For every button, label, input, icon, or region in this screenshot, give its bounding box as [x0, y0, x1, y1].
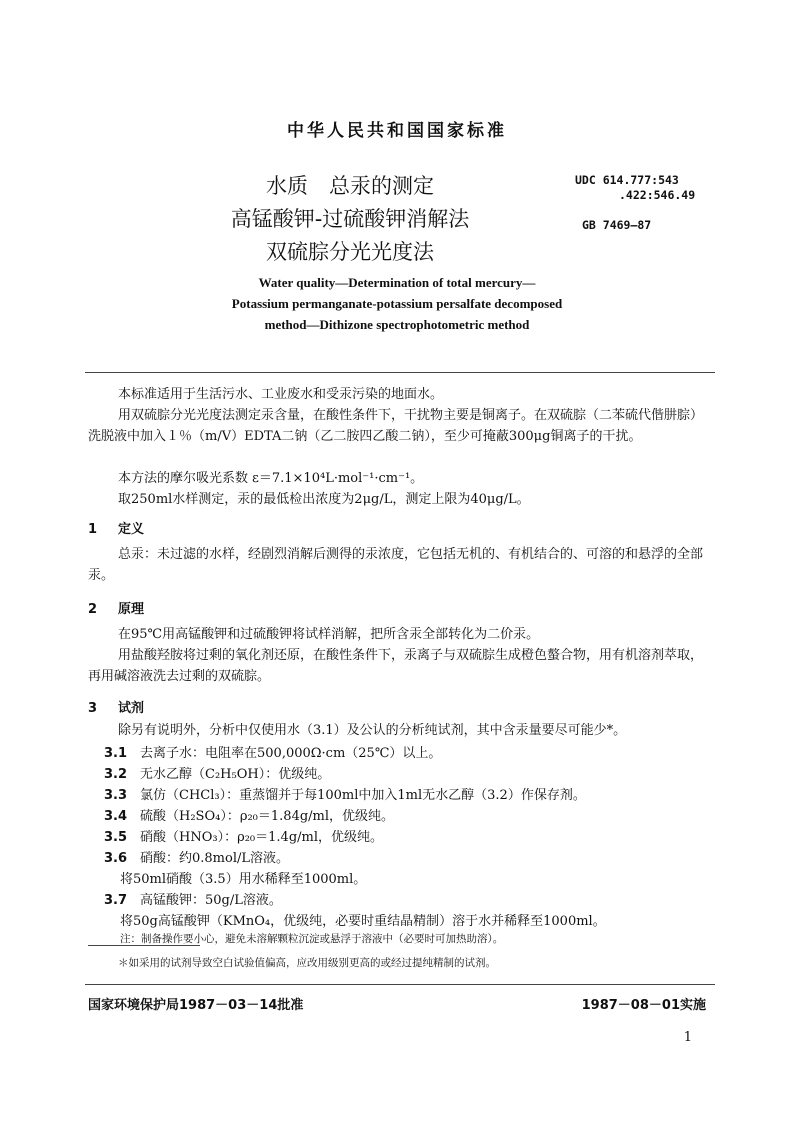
udc-code [575, 173, 695, 203]
reagent-number: 3.2 [104, 767, 128, 782]
section-number: 1 [88, 522, 98, 537]
intro-paragraph-4: 取250ml水样测定，汞的最低检出浓度为2μg/L，测定上限为40μg/L。 [118, 492, 530, 507]
footer-divider [85, 984, 715, 985]
note: 注：制备操作要小心，避免未溶解颗粒沉淀或悬浮于溶液中（必要时可加热助溶）。 [120, 933, 504, 945]
reagent-text: 高锰酸钾：50g/L溶液。 [140, 893, 282, 908]
reagent-preparation: 将50g高锰酸钾（KMnO₄，优级纯，必要时重结晶精制）溶于水并稀释至1000ml。 [120, 914, 606, 929]
header-divider [85, 372, 715, 373]
reagent-number: 3.4 [104, 809, 128, 824]
footnote: ＊如采用的试剂导致空白试验值偏高，应改用级别更高的或经过提纯精制的试剂。 [118, 957, 496, 969]
section-3-intro: 除另有说明外，分析中仅使用水（3.1）及公认的分析纯试剂，其中含汞量要尽可能少*。 [118, 723, 627, 738]
title-line-2: 高锰酸钾-过硫酸钾消解法 [230, 207, 470, 231]
title-line-3: 双硫腙分光光度法 [266, 240, 434, 264]
page-number: 1 [683, 1030, 692, 1045]
reagent-item [104, 889, 282, 908]
reagent-item [104, 826, 383, 845]
intro-paragraph-1: 本标准适用于生活污水、工业废水和受汞污染的地面水。 [118, 387, 444, 402]
reagent-number: 3.1 [104, 746, 128, 761]
title-line-1: 水质 总汞的测定 [266, 174, 434, 198]
reagent-preparation: 将50ml硝酸（3.5）用水稀释至1000ml。 [120, 872, 367, 887]
reagent-number: 3.7 [104, 893, 128, 908]
section-number: 3 [88, 701, 98, 716]
reagent-item [104, 847, 289, 866]
document-title [150, 170, 550, 269]
reagent-text: 硝酸：约0.8mol/L溶液。 [140, 851, 289, 866]
reagent-item [104, 784, 586, 803]
section-1-text: 总汞：未过滤的水样，经剧烈消解后测得的汞浓度，它包括无机的、有机结合的、可溶的和悬浮的全部汞。 [88, 547, 704, 583]
section-2-heading [88, 598, 144, 617]
section-title: 试剂 [118, 701, 145, 716]
reagent-text: 氯仿（CHCl₃）：重蒸馏并于每100ml中加入1ml无水乙醇（3.2）作保存剂。 [140, 788, 586, 803]
section-1-heading [88, 518, 144, 537]
section-title: 原理 [118, 602, 145, 617]
reagent-text: 硫酸（H₂SO₄）：ρ₂₀＝1.84g/ml，优级纯。 [140, 809, 395, 824]
approval-date: 国家环境保护局1987－03－14批准 [88, 998, 304, 1013]
reagent-number: 3.3 [104, 788, 128, 803]
udc-line-1: UDC 614.777:543 [575, 173, 679, 187]
reagent-text: 硝酸（HNO₃）：ρ₂₀＝1.4g/ml，优级纯。 [140, 830, 384, 845]
reagent-text: 去离子水：电阻率在500,000Ω·cm（25℃）以上。 [140, 746, 442, 761]
intro-paragraph-3: 本方法的摩尔吸光系数 ε＝7.1×10⁴L·mol⁻¹·cm⁻¹。 [118, 471, 424, 486]
reagent-item [104, 742, 441, 761]
section-2-paragraph-1: 在95℃用高锰酸钾和过硫酸钾将试样消解，把所含汞全部转化为二价汞。 [118, 627, 540, 642]
reagent-item [104, 763, 330, 782]
intro-paragraph-2: 用双硫腙分光光度法测定汞含量，在酸性条件下，干扰物主要是铜离子。在双硫腙（二苯硫代偕肼腙）洗脱液中加入１％（m/V）EDTA二钠（乙二胺四乙酸二钠），至少可掩蔽300μg铜离子的干扰。 [88, 408, 704, 444]
reagent-number: 3.6 [104, 851, 128, 866]
section-title: 定义 [118, 522, 145, 537]
footnote-divider [88, 945, 200, 946]
reagent-item [104, 805, 394, 824]
english-title [0, 272, 794, 335]
national-standard-header: 中华人民共和国国家标准 [287, 121, 507, 141]
reagent-number: 3.5 [104, 830, 128, 845]
section-number: 2 [88, 602, 98, 617]
english-title-line-3: method—Dithizone spectrophotometric method [264, 317, 530, 332]
reagent-text: 无水乙醇（C₂H₅OH）：优级纯。 [140, 767, 331, 782]
section-2-paragraph-2: 用盐酸羟胺将过剩的氧化剂还原，在酸性条件下，汞离子与双硫腙生成橙色螯合物，用有机溶剂萃取，再用碱溶液洗去过剩的双硫腙。 [88, 648, 704, 684]
section-3-heading [88, 697, 144, 716]
udc-line-2: .422:546.49 [619, 188, 696, 202]
english-title-line-2: Potassium permanganate-potassium persalfate decomposed [231, 296, 563, 311]
english-title-line-1: Water quality—Determination of total mercury— [258, 275, 536, 290]
gb-code: GB 7469—87 [582, 218, 652, 232]
implementation-date: 1987－08－01实施 [581, 998, 706, 1013]
